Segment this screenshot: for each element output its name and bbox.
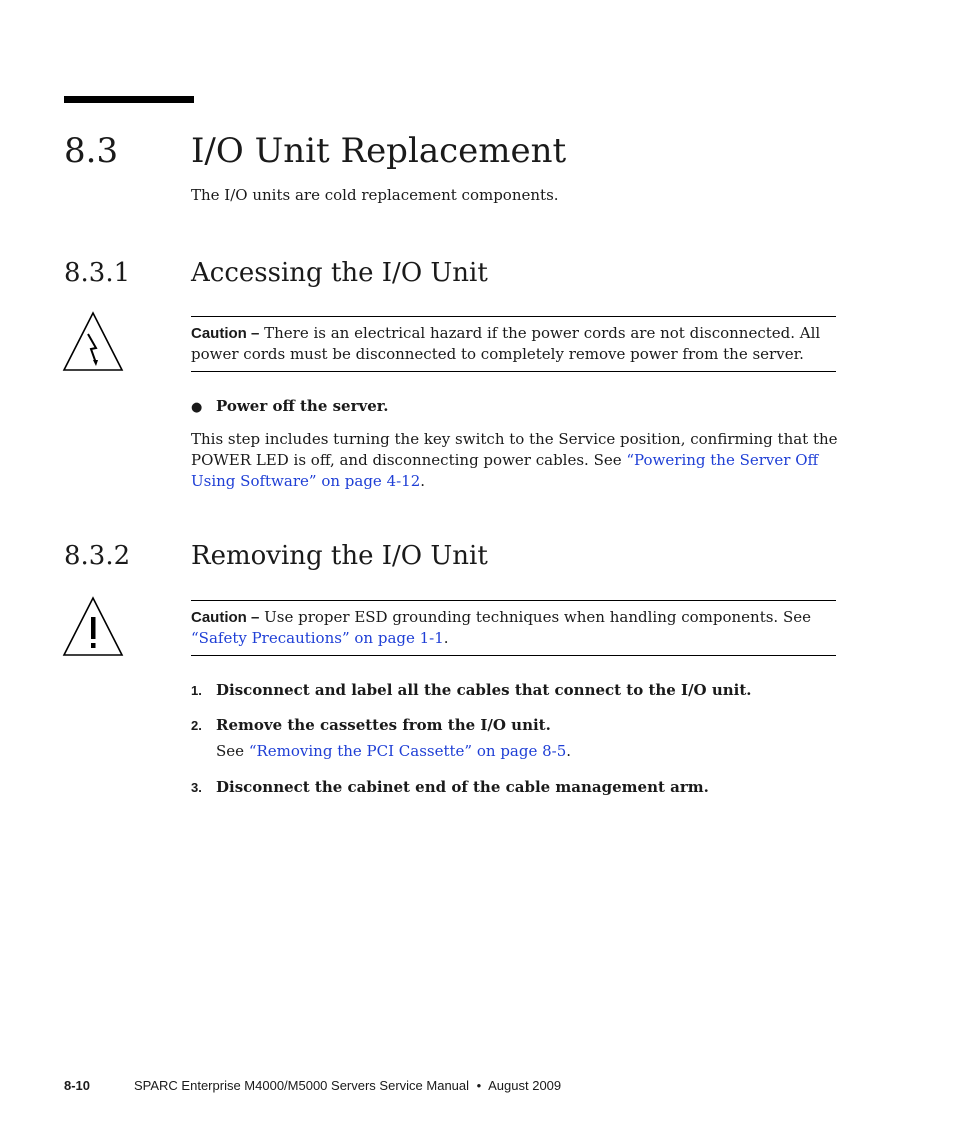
caution-label: Caution – (191, 609, 260, 626)
footer-date: August 2009 (488, 1078, 562, 1093)
section-number: 8.3 (64, 131, 119, 171)
caution-esd-body: Use proper ESD grounding techniques when handling components. See (259, 608, 811, 626)
subsection-2-title: Removing the I/O Unit (191, 541, 488, 571)
step-2 (191, 715, 551, 736)
see-period: . (566, 742, 572, 760)
footer-title-line (134, 1078, 561, 1093)
step-2-see (216, 741, 571, 762)
electrical-hazard-icon (62, 310, 124, 372)
section-top-rule (64, 96, 194, 103)
bullet-step-text: Power off the server. (216, 397, 389, 415)
footer-separator: • (476, 1078, 482, 1093)
caution-electrical-text (191, 323, 836, 365)
subsection-1-number: 8.3.1 (64, 258, 131, 288)
subsection-2-number: 8.3.2 (64, 541, 131, 571)
subsection-1-title: Accessing the I/O Unit (191, 258, 488, 288)
section-title: I/O Unit Replacement (191, 131, 567, 171)
power-off-text: This step includes turning the key switch to the Service position, confirming that the POWER LED is off, and disconnecting power cables. See (191, 430, 838, 469)
step-number: 2. (191, 718, 202, 733)
footer-page-number: 8-10 (64, 1078, 91, 1093)
section-intro: The I/O units are cold replacement components. (191, 186, 559, 204)
powering-off-link[interactable]: “Powering the Server Off Using Software” on page 4-12 (191, 451, 819, 490)
step-number: 3. (191, 780, 202, 795)
step-text: Disconnect the cabinet end of the cable management arm. (216, 778, 709, 796)
pci-cassette-link[interactable]: “Removing the PCI Cassette” on page 8-5 (248, 742, 567, 760)
step-text: Disconnect and label all the cables that connect to the I/O unit. (216, 681, 752, 699)
power-off-period: . (420, 472, 426, 490)
caution-triangle-icon (62, 595, 124, 657)
bullet-glyph: ● (191, 400, 203, 415)
bullet-step (191, 396, 389, 418)
caution-label: Caution – (191, 325, 260, 342)
caution-electrical-body: There is an electrical hazard if the power cords are not disconnected. All power cords must be disconnected to completely remove power from the server. (191, 324, 821, 363)
caution-box-electrical (191, 316, 836, 372)
step-3 (191, 777, 709, 798)
safety-precautions-link[interactable]: “Safety Precautions” on page 1-1 (191, 629, 444, 647)
caution-box-esd (191, 600, 836, 656)
step-text: Remove the cassettes from the I/O unit. (216, 716, 551, 734)
caution-esd-period: . (443, 629, 449, 647)
step-1 (191, 680, 752, 701)
step-number: 1. (191, 683, 202, 698)
footer-title: SPARC Enterprise M4000/M5000 Servers Service Manual (134, 1078, 470, 1093)
caution-esd-text (191, 607, 836, 649)
see-text: See (216, 742, 249, 760)
power-off-paragraph (191, 429, 841, 492)
